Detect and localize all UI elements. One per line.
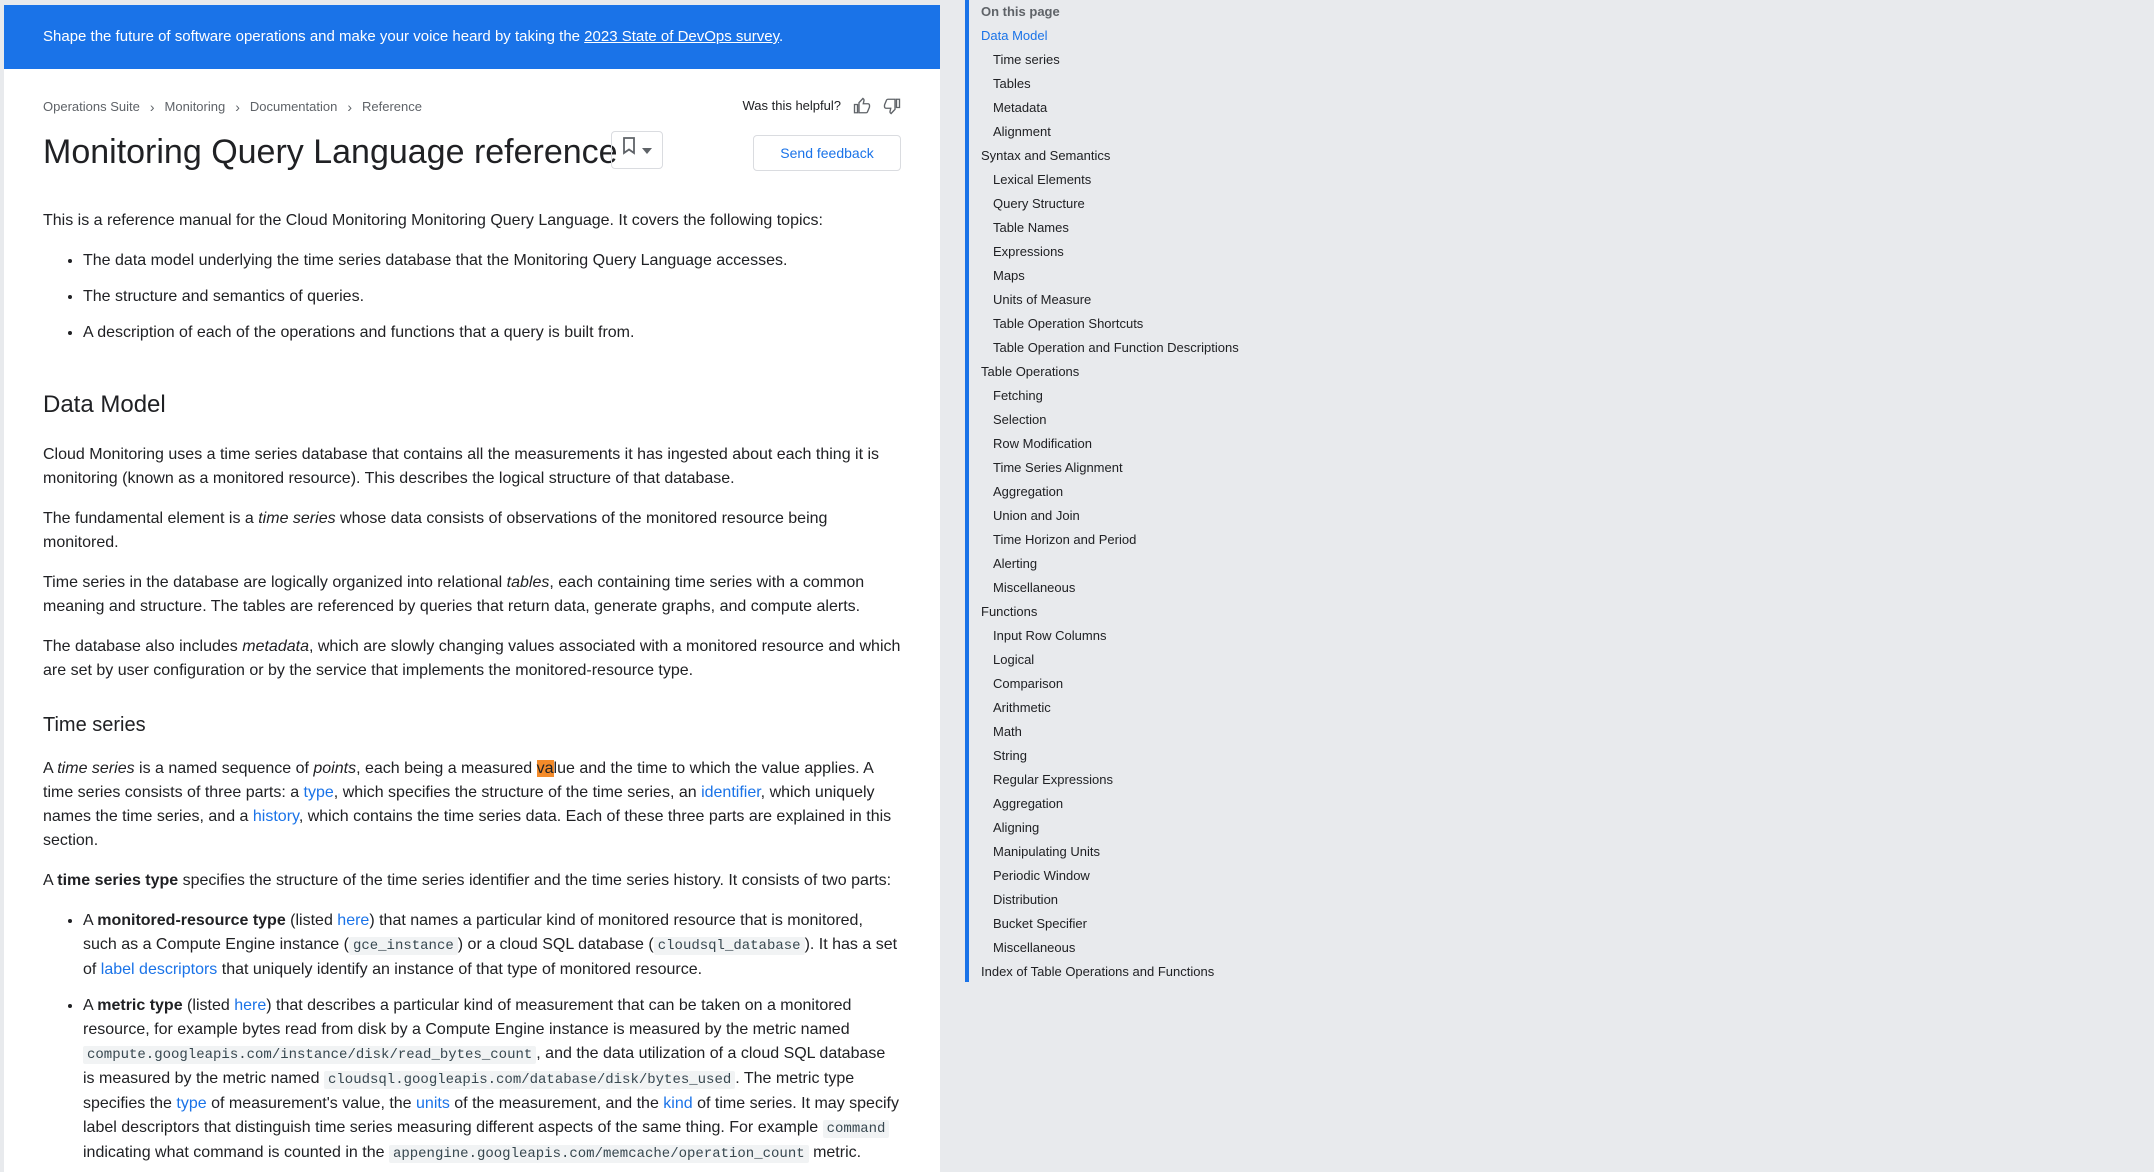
toc-item[interactable]: Table Operation Shortcuts [993,316,1144,331]
toc-item[interactable]: Math [993,724,1022,739]
toc-item[interactable]: Row Modification [993,436,1092,451]
paragraph: A time series type specifies the structure of the time series identifier and the time series history. It consists of two parts: [43,872,892,889]
page-title: Monitoring Query Language reference [43,133,618,171]
toc-item[interactable]: Table Operation and Function Descriptions [993,340,1239,355]
helpful-widget [742,97,901,115]
chevron-right-icon: › [235,99,240,115]
helpful-label: Was this helpful? [742,98,841,113]
breadcrumb [43,99,422,115]
toc-item[interactable]: Aggregation [993,484,1064,499]
units-link[interactable]: units [416,1095,450,1112]
paragraph: Time series in the database are logically organized into relational tables, each containing time series with a common meaning and structure. The tables are referenced by queries that return data, generate graphs, and compute alerts. [43,574,865,615]
toc-item[interactable]: Metadata [993,100,1048,115]
identifier-link[interactable]: identifier [701,784,761,801]
bookmark-icon [622,137,636,163]
value-type-link[interactable]: type [176,1095,207,1112]
history-link[interactable]: history [252,808,299,825]
banner-text: Shape the future of software operations and make your voice heard by taking the [43,28,585,45]
toc-item[interactable]: Selection [993,412,1047,427]
breadcrumb-monitoring[interactable]: Monitoring [164,99,226,114]
bookmark-button[interactable] [611,131,663,169]
thumb-down-icon[interactable] [883,97,901,115]
toc-item[interactable]: Time Horizon and Period [993,532,1137,547]
send-feedback-button[interactable]: Send feedback [753,135,901,171]
survey-banner: Shape the future of software operations and make your voice heard by taking the 2023 State of DevOps survey. [4,5,940,69]
time-series-heading: Time series [43,714,146,736]
chevron-right-icon: › [149,99,155,115]
paragraph: The database also includes metadata, which are slowly changing values associated with a monitored resource and which are set by user configuration or by the service that implements the monitored-resource type. [43,638,901,679]
toc-item[interactable]: Miscellaneous [993,580,1076,595]
paragraph: Cloud Monitoring uses a time series database that contains all the measurements it has ingested about each thing it is monitoring (known as a monitored resource). This describes the logical structure of that database. [43,446,880,487]
toc-item[interactable]: Tables [993,76,1031,91]
kind-link[interactable]: kind [663,1095,693,1112]
toc-item[interactable]: Index of Table Operations and Functions [981,964,1215,979]
toc-item[interactable]: Table Operations [981,364,1080,379]
toc-item[interactable]: Alignment [993,124,1051,139]
toc-item[interactable]: Maps [993,268,1025,283]
table-of-contents [965,0,1465,982]
toc-item[interactable]: Expressions [993,244,1064,259]
toc-item[interactable]: Table Names [993,220,1069,235]
toc-item[interactable]: Periodic Window [993,868,1090,883]
type-link[interactable]: type [303,784,334,801]
type-parts-list [43,909,901,1166]
toc-item[interactable]: Syntax and Semantics [981,148,1111,163]
breadcrumb-documentation[interactable]: Documentation [249,99,338,114]
toc-item[interactable]: Comparison [993,676,1064,691]
toc-item[interactable]: Regular Expressions [993,772,1113,787]
toc-item[interactable]: Distribution [993,892,1059,907]
paragraph: A time series is a named sequence of points, each being a measured value and the time to which the value applies. A time series consists of three parts: a type, which specifies the structure of the time series, an identifier, which uniquely names the time series, and a history, which contains the time series data. Each of these three parts are explained in this section. [43,760,892,849]
toc-item[interactable]: Union and Join [993,508,1080,523]
toc-item[interactable]: Units of Measure [993,292,1092,307]
list-item: • A metric type (listed here) that describes a particular kind of measurement that can be taken on a monitored resource, for example bytes read from disk by a Compute Engine instance is measured by the metric named compute.googleapis.com/instance/disk/read_bytes_count , and the data utilization of a cloud SQL database is measured by the metric named cloudsql.googleapis.com/database/disk/bytes_used . The metric type specifies the type of measurement's value, the units of the measurement, and the kind of time series. It may specify label descriptors that distinguish time series measuring different aspects of the same thing. For example command indicating what command is counted in the appengine.googleapis.com/memcache/operation_count metric. [83,994,901,1166]
breadcrumb-reference[interactable]: Reference [362,99,422,114]
toc-item[interactable]: Arithmetic [993,700,1051,715]
toc-item[interactable]: Miscellaneous [993,940,1076,955]
breadcrumb-operations-suite[interactable]: Operations Suite [43,99,140,114]
toc-heading: On this page [981,4,1060,19]
toc-item[interactable]: Time series [993,52,1060,67]
toc-item[interactable]: Input Row Columns [993,628,1107,643]
search-highlight: va [536,760,554,777]
list-item: • A monitored-resource type (listed here) that names a particular kind of monitored resource that is monitored, such as a Compute Engine instance ( gce_instance ) or a cloud SQL database ( cloudsql_database ). It has a set of label descriptors that uniquely identify an instance of that type of monitored resource. [83,909,901,982]
toc-item[interactable]: Fetching [993,388,1043,403]
list-item: • The data model underlying the time series database that the Monitoring Query Language accesses. [83,249,901,273]
toc-item[interactable]: Functions [981,604,1038,619]
toc-item[interactable]: Logical [993,652,1035,667]
toc-item[interactable]: Time Series Alignment [993,460,1123,475]
list-item: • The structure and semantics of queries. [83,285,901,309]
toc-item[interactable]: Aggregation [993,796,1064,811]
survey-link[interactable]: 2023 State of DevOps survey [584,28,779,45]
main-content [4,5,940,1172]
toc-item[interactable]: Lexical Elements [993,172,1092,187]
toc-item[interactable]: Alerting [993,556,1038,571]
toc-item[interactable]: Manipulating Units [993,844,1100,859]
topics-list [43,249,901,345]
chevron-right-icon: › [347,99,353,115]
toc-item[interactable]: Bucket Specifier [993,916,1087,931]
label-descriptors-link[interactable]: label descriptors [100,961,218,978]
toc-item[interactable]: Aligning [993,820,1040,835]
toc-list [981,28,1465,988]
toc-item[interactable]: Data Model [981,28,1048,43]
toc-item[interactable]: Query Structure [993,196,1085,211]
metric-list-link[interactable]: here [234,997,267,1014]
toc-item[interactable]: String [993,748,1027,763]
caret-down-icon [642,138,652,162]
paragraph: The fundamental element is a time series whose data consists of observations of the monitored resource being monitored. [43,510,828,551]
monitored-resource-list-link[interactable]: here [337,912,370,929]
thumb-up-icon[interactable] [853,97,871,115]
list-item: • A description of each of the operations and functions that a query is built from. [83,321,901,345]
data-model-heading: Data Model [43,391,166,418]
intro-paragraph: This is a reference manual for the Cloud Monitoring Monitoring Query Language. It covers the following topics: [43,212,823,229]
